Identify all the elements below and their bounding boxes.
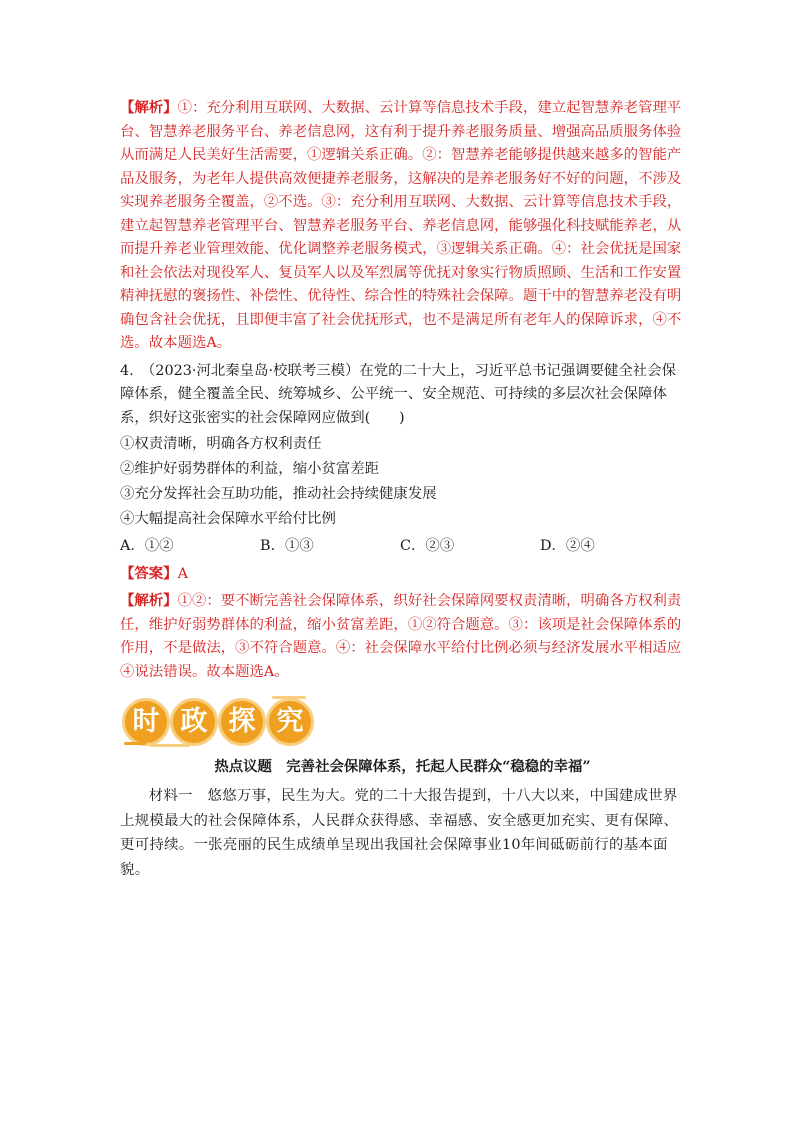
decor-stripe <box>272 696 306 699</box>
analysis-text: ①②：要不断完善社会保障体系，织好社会保障网要权责清晰，明确各方权利责任，维护好弱势群体的利益，缩小贫富差距，①②符合题意。③：该项是社会保障体系的作用，不是做法，③不符合题意。④：社会保障水平给付比例必须与经济发展水平相适应④说法错误。故本题选A。 <box>120 593 682 680</box>
answer-tag: 【答案】 <box>120 565 178 582</box>
option-a: A．①② <box>120 538 174 554</box>
question-item-3: ③充分发挥社会互助功能，推动社会持续健康发展 <box>120 486 437 502</box>
decor-stripe <box>124 742 146 745</box>
question-item-4: ④大幅提高社会保障水平给付比例 <box>120 511 336 527</box>
option-d: D．②④ <box>540 538 595 554</box>
question-item-1: ①权责清晰，明确各方权利责任 <box>120 436 322 452</box>
banner-char-3: 探 <box>218 698 266 746</box>
answer-value: A <box>177 566 188 582</box>
analysis-tag: 【解析】 <box>120 99 178 116</box>
material-paragraph: 材料一 悠悠万事，民生为大。党的二十大报告提到，十八大以来，中国建成世界上规模最大的社会保障体系，人民群众获得感、幸福感、安全感更加充实、更有保障、更可持续。一张亮丽的民生成绩单呈现出我国社会保障事业10年间砥砺前行的基本面貌。 <box>120 788 679 878</box>
answer-line <box>120 561 685 587</box>
section-banner <box>120 692 685 752</box>
option-c: C．②③ <box>400 538 455 554</box>
question-item-2: ②维护好弱势群体的利益，缩小贫富差距 <box>120 461 380 477</box>
answer-options <box>120 534 685 559</box>
topic-heading: 热点议题 完善社会保障体系，托起人民群众“稳稳的幸福” <box>214 758 591 775</box>
analysis-text: ①：充分利用互联网、大数据、云计算等信息技术手段，建立起智慧养老管理平台、智慧养老服务平台、养老信息网，这有利于提升养老服务质量、增强高品质服务体验从而满足人民美好生活需要，①逻辑关系正确。②：智慧养老能够提供越来越多的智能产品及服务，为老年人提供高效便捷养老服务，这解决的是养老服务好不好的问题，不涉及实现养老服务全覆盖，②不选。③：充分利用互联网、大数据、云计算等信息技术手段，建立起智慧养老管理平台、智慧养老服务平台、养老信息网，能够强化科技赋能养老，从而提升养老业管理效能、优化调整养老服务模式，③逻辑关系正确。④：社会优抚是国家和社会依法对现役军人、复员军人以及军烈属等优抚对象实行物质照顾、生活和工作安置精神抚慰的褒扬性、补偿性、优待性、综合性的特殊社会保障。题干中的智慧养老没有明确包含社会优抚，且即便丰富了社会优抚形式，也不是满足所有老年人的保障诉求，④不选。故本题选A。 <box>120 100 682 351</box>
banner-char-4: 究 <box>266 698 314 746</box>
banner-char-1: 时 <box>122 698 170 746</box>
analysis-tag: 【解析】 <box>120 592 178 609</box>
document-body <box>120 96 685 882</box>
option-b: B．①③ <box>260 538 314 554</box>
analysis-block-1 <box>120 96 685 356</box>
analysis-block-2 <box>120 589 685 684</box>
banner-char-2: 政 <box>170 698 218 746</box>
decor-stripe <box>150 744 190 747</box>
question-4-stem: 4. （2023·河北秦皇岛·校联考三模）在党的二十大上，习近平总书记强调要健全社会保障体系，健全覆盖全民、统筹城乡、公平统一、安全规范、可持续的多层次社会保障体系，织好这张密实的社会保障网应做到( ) <box>120 362 676 426</box>
